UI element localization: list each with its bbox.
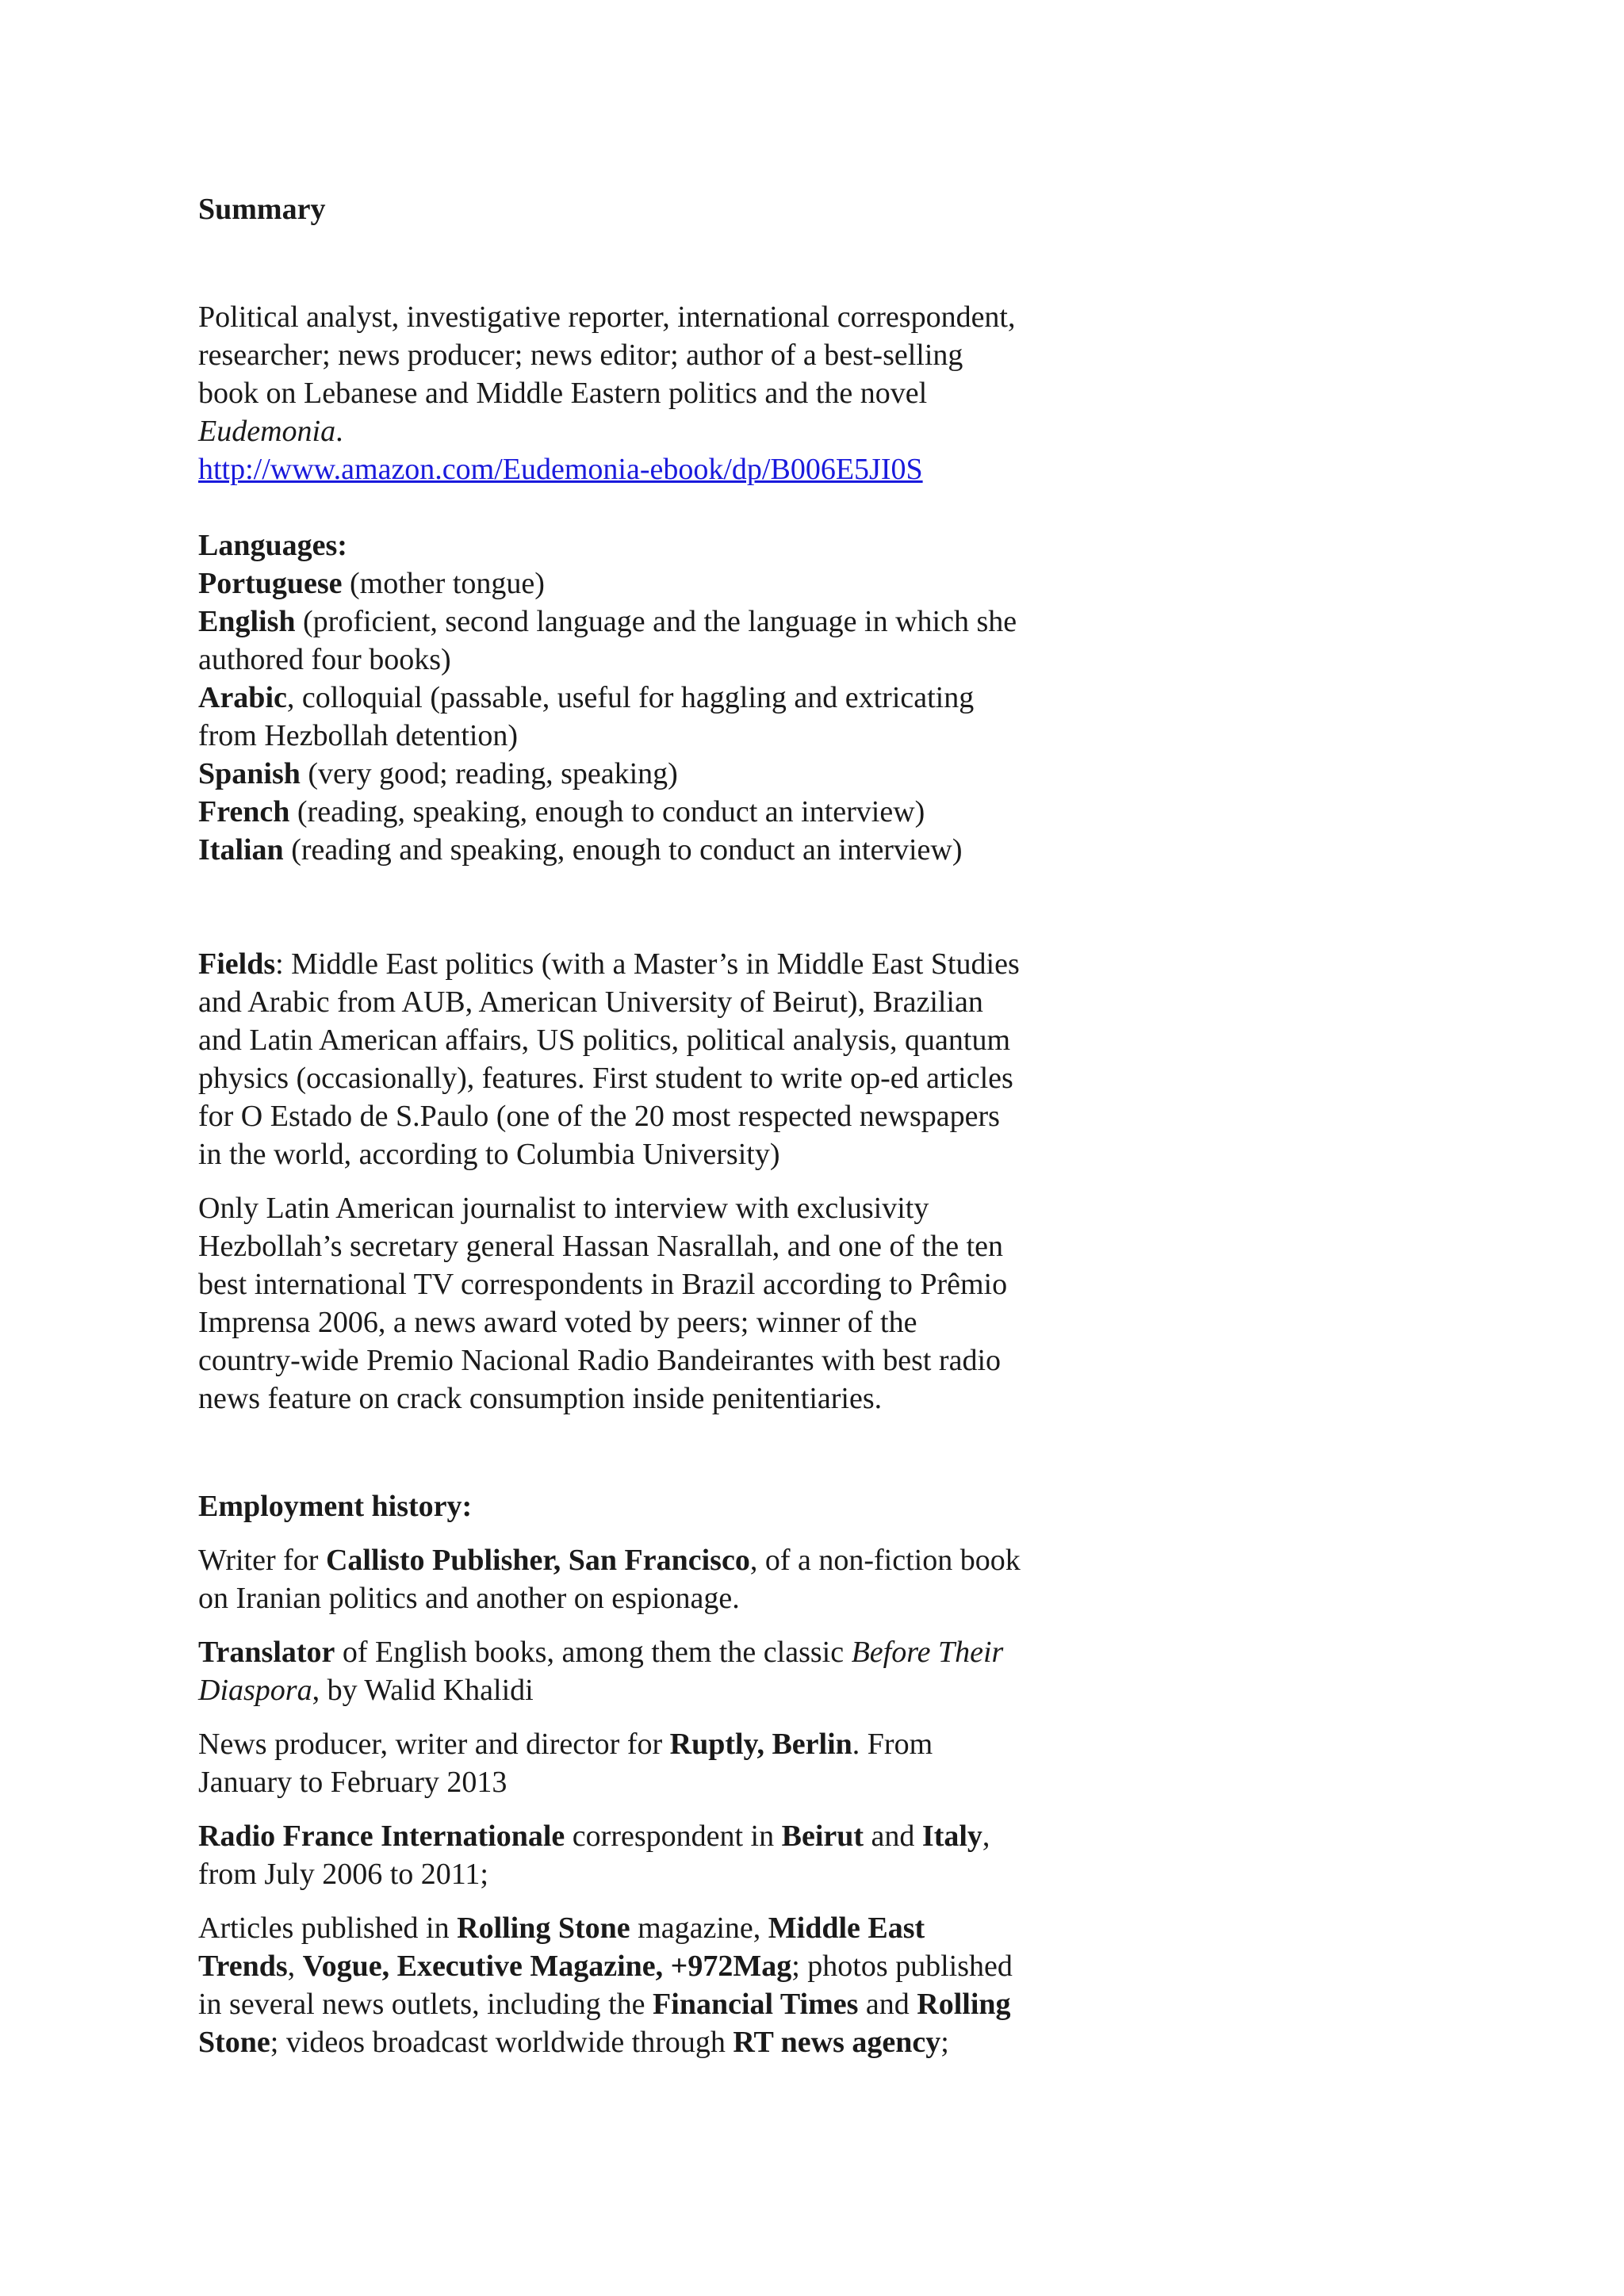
summary-line: Political analyst, investigative reporter, international correspondent, [198,300,1016,334]
fields-text: : Middle East politics (with a Master’s in Middle East Studies [275,947,1020,981]
language-detail: (proficient, second language and the language in which she [295,605,1017,638]
employment-line [198,1947,1150,1985]
employment-entry [198,1541,1150,1617]
employment-line [198,1985,1150,2023]
language-item [198,564,1150,603]
achievements-line: Imprensa 2006, a news award voted by peers; winner of the [198,1306,917,1339]
employment-text: . From [852,1728,933,1761]
employment-text: and [858,1988,917,2021]
employment-text: correspondent in [565,1820,782,1853]
fields-line: physics (occasionally), features. First student to write op-ed articles [198,1062,1013,1095]
employment-entry [198,1909,1150,2061]
language-name: Arabic [198,681,287,714]
employment-section [198,1487,1150,1525]
achievements-line: news feature on crack consumption inside penitentiaries. [198,1382,883,1415]
publication-name: RT news agency [733,2026,941,2059]
employment-line [198,1909,1150,1947]
employment-line [198,1633,1150,1671]
fields-line: for O Estado de S.Paulo (one of the 20 most respected newspapers [198,1100,1000,1133]
novel-title-suffix: . [335,415,343,448]
employment-line [198,2023,1150,2061]
languages-heading: Languages: [198,529,347,562]
employment-line: on Iranian politics and another on espionage. [198,1582,740,1615]
employment-text: and [864,1820,922,1853]
employment-text: ; videos broadcast worldwide through [270,2026,733,2059]
employment-line [198,1671,1150,1709]
fields-label: Fields [198,947,276,981]
employer-name: Radio France Internationale [198,1820,565,1853]
employment-text: , of a non-fiction book [749,1544,1021,1577]
achievements-paragraph [198,1189,1150,1418]
amazon-link[interactable]: http://www.amazon.com/Eudemonia-ebook/dp/B006E5JI0S [198,453,923,486]
employment-line: January to February 2013 [198,1766,508,1799]
employment-line [198,1725,1150,1763]
employment-text: , [287,1950,303,1983]
employment-text: Articles published in [198,1911,458,1945]
novel-title: Eudemonia [198,415,336,448]
employment-text: magazine, [630,1911,768,1945]
achievements-line: country-wide Premio Nacional Radio Bandeirantes with best radio [198,1344,1002,1377]
employment-text: ; [940,2026,949,2059]
publication-name: Rolling Stone [457,1911,630,1945]
language-name: French [198,795,290,828]
languages-section [198,526,1150,869]
language-detail: , colloquial (passable, useful for haggling and extricating [286,681,975,714]
fields-paragraph [198,945,1150,1173]
publication-name: Middle East [768,1911,925,1945]
language-detail: (reading, speaking, enough to conduct an interview) [289,795,925,828]
fields-line: and Arabic from AUB, American University of Beirut), Brazilian [198,985,983,1019]
employment-entry [198,1725,1150,1801]
book-title: Diaspora [198,1674,312,1707]
employment-text: , by Walid Khalidi [312,1674,534,1707]
language-detail: (very good; reading, speaking) [300,757,678,790]
employment-text: ; photos published [791,1950,1013,1983]
language-detail: (reading and speaking, enough to conduct an interview) [283,833,963,867]
publication-name: Financial Times [653,1988,859,2021]
summary-paragraph [198,298,1150,488]
language-item-continued: authored four books) [198,643,451,676]
language-item [198,603,1150,641]
summary-heading: Summary [198,193,326,226]
employment-text: of English books, among them the classic [335,1636,852,1669]
language-name: Portuguese [198,567,343,600]
language-item-continued: from Hezbollah detention) [198,719,519,752]
employment-line [198,1817,1150,1855]
fields-line: and Latin American affairs, US politics, political analysis, quantum [198,1024,1011,1057]
employment-line: from July 2006 to 2011; [198,1858,488,1891]
fields-line: in the world, according to Columbia University) [198,1138,780,1171]
summary-line: researcher; news producer; news editor; author of a best-selling [198,339,963,372]
employment-heading: Employment history: [198,1490,473,1523]
document-body [198,190,1150,2061]
location-name: Beirut [781,1820,864,1853]
employment-text: , [982,1820,990,1853]
book-title: Before Their [851,1636,1004,1669]
employment-text: in several news outlets, including the [198,1988,653,2021]
language-name: Spanish [198,757,301,790]
language-detail: (mother tongue) [342,567,545,600]
language-item [198,679,1150,717]
employment-text: News producer, writer and director for [198,1728,670,1761]
employer-name: Callisto Publisher, San Francisco [325,1544,750,1577]
summary-line [198,412,1150,450]
achievements-line: best international TV correspondents in Brazil according to Prêmio [198,1268,1008,1301]
language-name: Italian [198,833,284,867]
employment-entry [198,1817,1150,1893]
language-item [198,831,1150,869]
employment-line [198,1541,1150,1579]
publication-name: Trends [198,1950,288,1983]
publication-name: Vogue, Executive Magazine, +972Mag [302,1950,792,1983]
role-name: Translator [198,1636,335,1669]
location-name: Italy [921,1820,982,1853]
language-name: English [198,605,296,638]
fields-line [198,945,1150,983]
language-item [198,793,1150,831]
summary-line: book on Lebanese and Middle Eastern politics and the novel [198,377,928,410]
employer-name: Ruptly, Berlin [669,1728,852,1761]
summary-line [198,450,1150,488]
achievements-line: Hezbollah’s secretary general Hassan Nasrallah, and one of the ten [198,1230,1004,1263]
publication-name: Stone [198,2026,270,2059]
achievements-line: Only Latin American journalist to interview with exclusivity [198,1192,929,1225]
employment-entry [198,1633,1150,1709]
publication-name: Rolling [917,1988,1011,2021]
employment-text: Writer for [198,1544,326,1577]
language-item [198,755,1150,793]
